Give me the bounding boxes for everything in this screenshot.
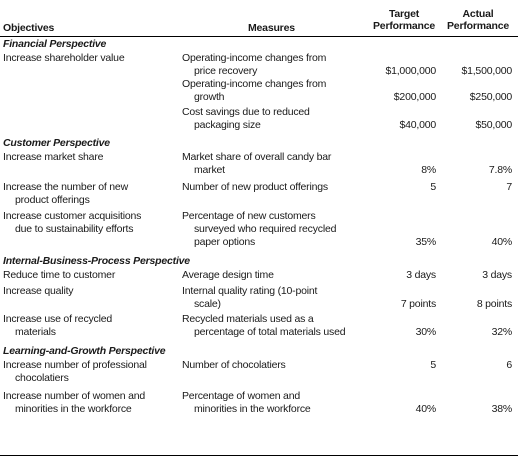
measure [182, 285, 367, 311]
measure-line: Percentage of new customers [182, 210, 316, 222]
measure [182, 390, 367, 416]
header-actual-line2: Performance [447, 20, 509, 32]
measure: Average design time [182, 269, 274, 281]
table-header [0, 0, 518, 37]
measure-line: percentage of total materials used [194, 326, 346, 338]
header-target-line2: Performance [373, 20, 435, 32]
table-row [0, 151, 518, 181]
target-value: 5 [430, 181, 436, 193]
measure-line: Internal quality rating (10-point [182, 285, 318, 297]
actual-value: 40% [491, 236, 512, 248]
actual-value: 38% [491, 403, 512, 415]
target-value: 3 days [406, 269, 436, 281]
table-row [0, 359, 518, 390]
objective-line: due to sustainability efforts [15, 223, 134, 235]
measure: Number of new product offerings [182, 181, 328, 193]
section-financial: Financial Perspective [3, 38, 107, 50]
target-value: 30% [415, 326, 436, 338]
section-learning-and-growth: Learning-and-Growth Perspective [3, 345, 166, 357]
objective: Reduce time to customer [3, 269, 116, 281]
actual-value: 8 points [476, 298, 512, 310]
target-value: $200,000 [393, 91, 436, 103]
table-row [0, 313, 518, 344]
measure-line: packaging size [194, 119, 261, 131]
objective: Increase shareholder value [3, 52, 125, 64]
target-value: 5 [430, 359, 436, 371]
objective [3, 181, 178, 207]
table-row [0, 78, 518, 106]
table-row [0, 106, 518, 136]
objective [3, 390, 178, 416]
table-row [0, 285, 518, 313]
table-row [0, 52, 518, 78]
measure [182, 106, 367, 132]
objective [3, 313, 178, 339]
table-row [0, 390, 518, 418]
header-measures: Measures [248, 22, 295, 34]
header-target-line1: Target [388, 8, 420, 20]
header-objectives: Objectives [3, 22, 55, 34]
actual-value: 7 [506, 181, 512, 193]
objective-line: chocolatiers [15, 372, 69, 384]
target-value: $40,000 [399, 119, 436, 131]
measure [182, 151, 367, 177]
actual-value: 6 [506, 359, 512, 371]
table-row [0, 210, 518, 254]
actual-value: 32% [491, 326, 512, 338]
target-value: 7 points [400, 298, 436, 310]
measure [182, 210, 367, 249]
actual-value: 7.8% [488, 164, 512, 176]
measure-line: surveyed who required recycled [194, 223, 337, 235]
objective: Increase quality [3, 285, 74, 297]
objective: Increase market share [3, 151, 104, 163]
objective-line: materials [15, 326, 56, 338]
measure-line: Cost savings due to reduced [182, 106, 310, 118]
measure-line: scale) [194, 298, 221, 310]
measure-line: Operating-income changes from [182, 52, 327, 64]
measure-line: Recycled materials used as a [182, 313, 314, 325]
measure-line: market [194, 164, 225, 176]
table-row [0, 269, 518, 285]
objective-line: Increase number of professional [3, 359, 147, 371]
measure-line: growth [194, 91, 225, 103]
objective [3, 210, 178, 236]
target-value: 8% [421, 164, 436, 176]
target-value: 35% [415, 236, 436, 248]
target-value: $1,000,000 [385, 65, 436, 77]
measure-line: Market share of overall candy bar [182, 151, 332, 163]
measure-line: paper options [194, 236, 256, 248]
header-target-performance [370, 8, 438, 32]
measure [182, 52, 367, 78]
section-internal-business-process: Internal-Business-Process Perspective [3, 255, 190, 267]
measure-line: Percentage of women and [182, 390, 300, 402]
measure-line: price recovery [194, 65, 258, 77]
objective [3, 359, 178, 385]
measure: Number of chocolatiers [182, 359, 286, 371]
objective-line: minorities in the workforce [15, 403, 132, 415]
header-actual-line1: Actual [462, 8, 494, 20]
objective-line: Increase customer acquisitions [3, 210, 142, 222]
actual-value: $1,500,000 [461, 65, 512, 77]
actual-value: $250,000 [469, 91, 512, 103]
header-actual-performance [440, 8, 516, 32]
objective-line: Increase number of women and [3, 390, 146, 402]
measure [182, 78, 367, 104]
bottom-rule [0, 455, 518, 456]
objective-line: Increase the number of new [3, 181, 128, 193]
objective-line: product offerings [15, 194, 90, 206]
section-customer: Customer Perspective [3, 137, 110, 149]
measure-line: Operating-income changes from [182, 78, 327, 90]
measure [182, 313, 367, 339]
target-value: 40% [415, 403, 436, 415]
actual-value: $50,000 [475, 119, 512, 131]
objective-line: Increase use of recycled [3, 313, 113, 325]
actual-value: 3 days [482, 269, 512, 281]
table-row [0, 181, 518, 210]
measure-line: minorities in the workforce [194, 403, 311, 415]
